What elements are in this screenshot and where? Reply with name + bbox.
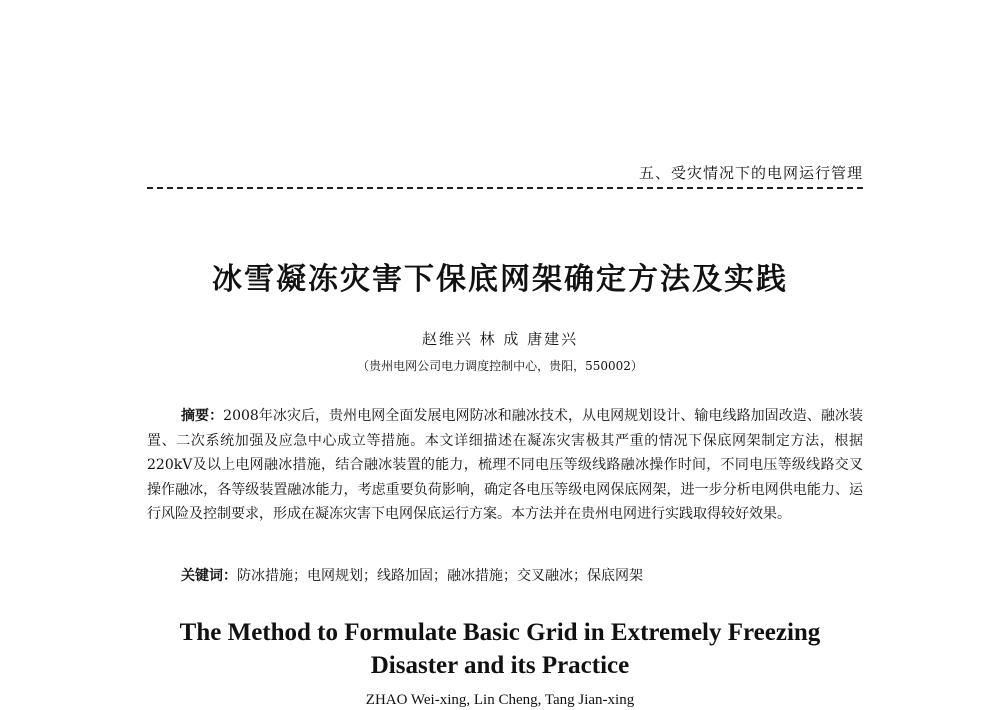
paper-title-cn: 冰雪凝冻灾害下保底网架确定方法及实践 [212, 262, 788, 297]
keywords-text: 防冰措施；电网规划；线路加固；融冰措施；交叉融冰；保底网架 [237, 568, 643, 584]
abstract [147, 404, 863, 527]
paper-title-en-line2: Disaster and its Practice [370, 652, 630, 679]
paper-title-en-line1: The Method to Formulate Basic Grid in Extremely Freezing [179, 619, 821, 646]
abstract-label: 摘要： [181, 408, 224, 424]
keywords-label: 关键词： [181, 568, 237, 584]
keywords [181, 564, 863, 588]
paper-title-en [0, 616, 1000, 682]
running-head: 五、受灾情况下的电网运行管理 [638, 164, 863, 182]
authors-en: ZHAO Wei-xing, Lin Cheng, Tang Jian-xing [365, 692, 635, 708]
authors-cn: 赵维兴 林 成 唐建兴 [421, 330, 579, 348]
header-rule [147, 187, 863, 189]
affiliation-cn: （贵州电网公司电力调度控制中心，贵阳，550002） [357, 359, 643, 373]
abstract-text: 2008年冰灾后，贵州电网全面发展电网防冰和融冰技术，从电网规划设计、输电线路加固改造、融冰装置、二次系统加强及应急中心成立等措施。本文详细描述在凝冻灾害极其严重的情况下保底网架制定方法，根据220kV及以上电网融冰措施，结合融冰装置的能力，梳理不同电压等级线路融冰操作时间，不同电压等级线路交叉操作融冰，各等级装置融冰能力，考虑重要负荷影响，确定各电压等级电网保底网架，进一步分析电网供电能力、运行风险及控制要求，形成在凝冻灾害下电网保底运行方案。本方法并在贵州电网进行实践取得较好效果。 [147, 408, 863, 523]
